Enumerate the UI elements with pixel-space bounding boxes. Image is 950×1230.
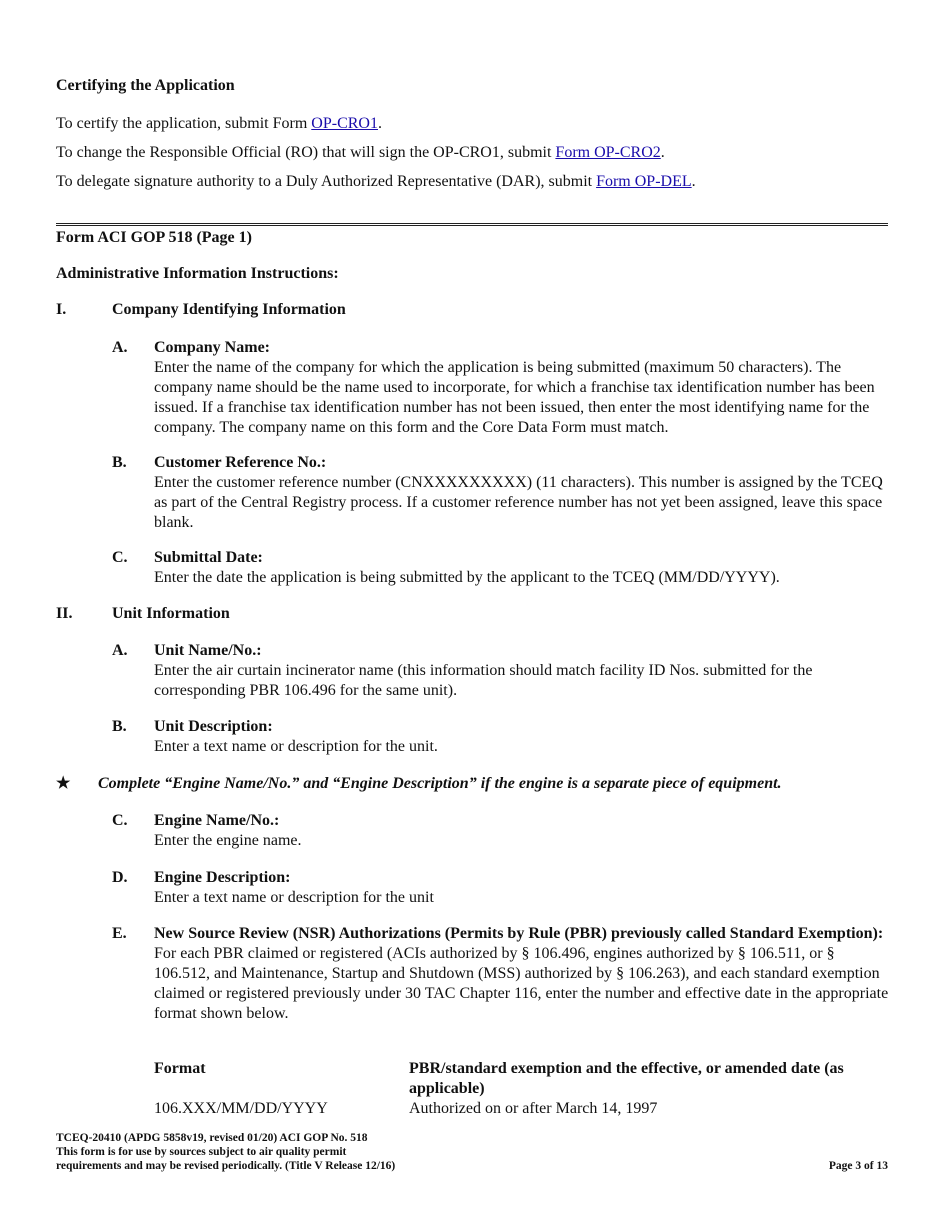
item-title: Company Name:: [154, 339, 270, 356]
item-letter: A.: [112, 339, 128, 356]
section-2-heading: [56, 604, 230, 624]
item-title: New Source Review (NSR) Authorizations (Permits by Rule (PBR) previously called Standard Exemption):: [154, 925, 884, 942]
item-unit-description: [112, 717, 892, 757]
item-title: Unit Name/No.:: [154, 642, 262, 659]
item-unit-name: [112, 641, 892, 701]
change-ro-text: To change the Responsible Official (RO) that will sign the OP-CRO1, submit: [56, 144, 556, 161]
format-header: Format: [154, 1060, 206, 1077]
item-text: Enter the engine name.: [154, 832, 302, 849]
certify-text: To certify the application, submit Form: [56, 115, 312, 132]
form-title: Form ACI GOP 518 (Page 1): [56, 229, 252, 246]
certifying-heading: Certifying the Application: [56, 77, 235, 94]
item-letter: A.: [112, 642, 128, 659]
section-1-heading: [56, 300, 346, 320]
item-title: Unit Description:: [154, 718, 273, 735]
item-letter: E.: [112, 925, 127, 942]
pbr-value: Authorized on or after March 14, 1997: [409, 1100, 658, 1117]
footer-form-info: [56, 1131, 395, 1173]
footer-line-3: requirements and may be revised periodically. (Title V Release 12/16): [56, 1160, 396, 1172]
item-engine-name: [112, 811, 892, 851]
item-letter: C.: [112, 812, 128, 829]
item-title: Submittal Date:: [154, 549, 263, 566]
item-text: Enter the air curtain incinerator name (this information should match facility ID Nos. submitted for the corresponding PBR 106.496 for the same unit).: [154, 662, 813, 699]
item-text: Enter the date the application is being submitted by the applicant to the TCEQ (MM/DD/YYYY).: [154, 569, 780, 586]
certifying-section: [56, 74, 890, 192]
star-icon: ★: [56, 775, 71, 792]
section-1-title: Company Identifying Information: [112, 301, 346, 318]
change-ro-text-end: .: [660, 144, 665, 161]
section-1-number: I.: [56, 301, 67, 318]
section-2-number: II.: [56, 605, 73, 622]
item-letter: B.: [112, 454, 127, 471]
item-text: Enter the name of the company for which the application is being submitted (maximum 50 characters). The company name should be the name used to incorporate, for which a franchise tax identification number has been issued. If a franchise tax identification number has not been issued, then enter the most identifying name for the company. The company name on this form and the Core Data Form must match.: [154, 359, 875, 436]
item-letter: C.: [112, 549, 128, 566]
engine-note-text: Complete “Engine Name/No.” and “Engine Description” if the engine is a separate piece of equipment.: [98, 775, 782, 792]
item-nsr-authorizations: [112, 924, 892, 1024]
item-title: Customer Reference No.:: [154, 454, 327, 471]
admin-heading: Administrative Information Instructions:: [56, 265, 339, 282]
format-value: 106.XXX/MM/DD/YYYY: [154, 1100, 328, 1117]
item-text: Enter a text name or description for the unit: [154, 889, 434, 906]
op-del-link[interactable]: Form OP-DEL: [596, 173, 692, 190]
change-ro-paragraph: [56, 143, 890, 163]
certify-paragraph: [56, 114, 890, 134]
item-title: Engine Description:: [154, 869, 291, 886]
footer-line-2: This form is for use by sources subject to air quality permit: [56, 1146, 347, 1158]
item-customer-reference: [112, 453, 892, 533]
item-text: Enter a text name or description for the unit.: [154, 738, 438, 755]
delegate-text: To delegate signature authority to a Duly Authorized Representative (DAR), submit: [56, 173, 597, 190]
item-title: Engine Name/No.:: [154, 812, 280, 829]
section-divider: [56, 223, 888, 226]
item-text: For each PBR claimed or registered (ACIs authorized by § 106.496, engines authorized by § 106.511, or § 106.512, and Maintenance, Startup and Shutdown (MSS) authorized by § 106.263), and each standard exemption claimed or registered previously under 30 TAC Chapter 116, enter the number and effective date in the appropriate format shown below.: [154, 945, 889, 1022]
section-2-title: Unit Information: [112, 605, 230, 622]
footer-line-1: TCEQ-20410 (APDG 5858v19, revised 01/20) ACI GOP No. 518: [56, 1132, 368, 1144]
item-engine-description: [112, 868, 892, 908]
item-letter: D.: [112, 869, 128, 886]
item-submittal-date: [112, 548, 892, 588]
pbr-header: PBR/standard exemption and the effective, or amended date (as applicable): [409, 1060, 844, 1097]
delegate-text-end: .: [691, 173, 696, 190]
op-cro2-link[interactable]: Form OP-CRO2: [555, 144, 661, 161]
item-letter: B.: [112, 718, 127, 735]
page-number: Page 3 of 13: [828, 1160, 888, 1172]
certify-text-end: .: [377, 115, 382, 132]
item-text: Enter the customer reference number (CNXXXXXXXXX) (11 characters). This number is assigned by the TCEQ as part of the Central Registry process. If a customer reference number has not yet been assigned, leave this space blank.: [154, 474, 883, 531]
delegate-paragraph: [56, 172, 890, 192]
item-company-name: [112, 338, 892, 438]
op-cro1-link[interactable]: OP-CRO1: [311, 115, 378, 132]
engine-note: [56, 774, 782, 794]
